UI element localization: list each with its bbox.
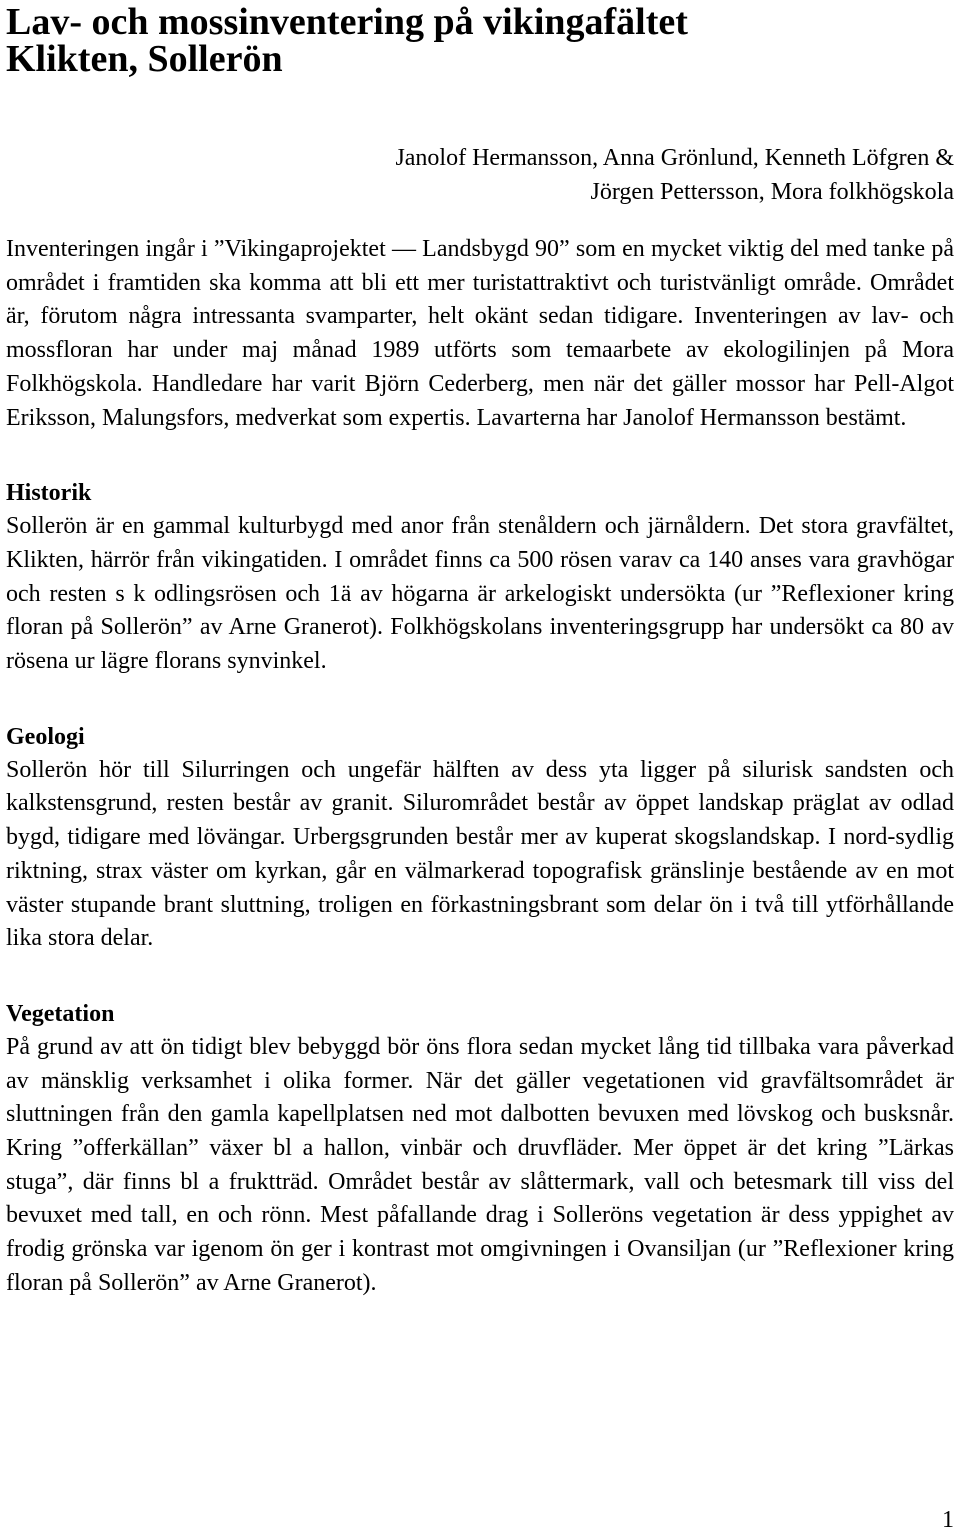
document-page	[6, 0, 954, 1301]
section-heading-vegetation: Vegetation	[6, 1000, 115, 1027]
title-line-1: Lav- och mossinventering på vikingafältet	[6, 1, 688, 43]
title-line-2: Klikten, Sollerön	[6, 38, 283, 80]
authors-line-2: Jörgen Pettersson, Mora folkhögskola	[590, 179, 954, 205]
section-body-vegetation: På grund av att ön tidigt blev bebyggd bör öns flora sedan mycket lång tid tillbaka vara påverkad av mänsklig verksamhet i olika former. När det gäller vegetationen vid gravfältsområdet är sluttningen från den gamla kapellplatsen ned mot dalbotten bevuxen med lövskog och busksnår. Kring ”offerkällan” växer bl a hallon, vinbär och druvfläder. Mer öppet är det kring ”Lärkas stuga”, där finns bl a fruktträd. Området består av slåttermark, vall och betesmark till viss del bevuxet med tall, en och rönn. Mest påfallande drag i Solleröns vegetation är dess yppighet av frodig grönska var igenom ön ger i kontrast mot omgivningen i Ovansiljan (ur ”Reflexioner kring floran på Sollerön” av Arne Granerot).	[6, 1033, 954, 1296]
section-heading-historik: Historik	[6, 480, 92, 507]
authors	[6, 141, 954, 209]
document-title	[6, 1, 954, 80]
section-heading-geologi: Geologi	[6, 723, 85, 750]
section-body-historik: Sollerön är en gammal kulturbygd med anor från stenåldern och järnåldern. Det stora gravfältet, Klikten, härrör från vikingatiden. I området finns ca 500 rösen varav ca 140 anses vara gravhögar och resten s k odlingsrösen och 1ä av högarna är arkelogiskt undersökta (ur ”Reflexioner kring floran på Sollerön” av Arne Granerot). Folkhögskolans inventeringsgrupp har undersökt ca 80 av rösena ur lägre florans synvinkel.	[6, 513, 954, 675]
authors-line-1: Janolof Hermansson, Anna Grönlund, Kenneth Löfgren &	[395, 145, 954, 171]
page-number: 1	[942, 1507, 954, 1533]
section-body-geologi: Sollerön hör till Silurringen och ungefär hälften av dess yta ligger på silurisk sandsten och kalkstensgrund, resten består av granit. Silurområdet består av öppet landskap präglat av odlad bygd, tidigare med lövängar. Urbergsgrunden består mer av kuperat skogslandskap. I nord-sydlig riktning, strax väster om kyrkan, går en välmarkerad topografisk gränslinje bestående av en mot väster stupande brant sluttning, troligen en förkastningsbrant som delar ön i två till ytförhållande lika stora delar.	[6, 756, 954, 952]
intro-paragraph: Inventeringen ingår i ”Vikingaprojektet — Landsbygd 90” som en mycket viktig del med tanke på området i framtiden ska komma att bli ett mer turistattraktivt och turistvänligt område. Området är, förutom några intressanta svamparter, helt okänt sedan tidigare. Inventeringen av lav- och mossfloran har under maj månad 1989 utförts som temaarbete av ekologilinjen på Mora Folkhögskola. Handledare har varit Björn Cederberg, men när det gäller mossor har Pell-Algot Eriksson, Malungsfors, medverkat som expertis. Lavarterna har Janolof Hermansson bestämt.	[6, 236, 954, 431]
